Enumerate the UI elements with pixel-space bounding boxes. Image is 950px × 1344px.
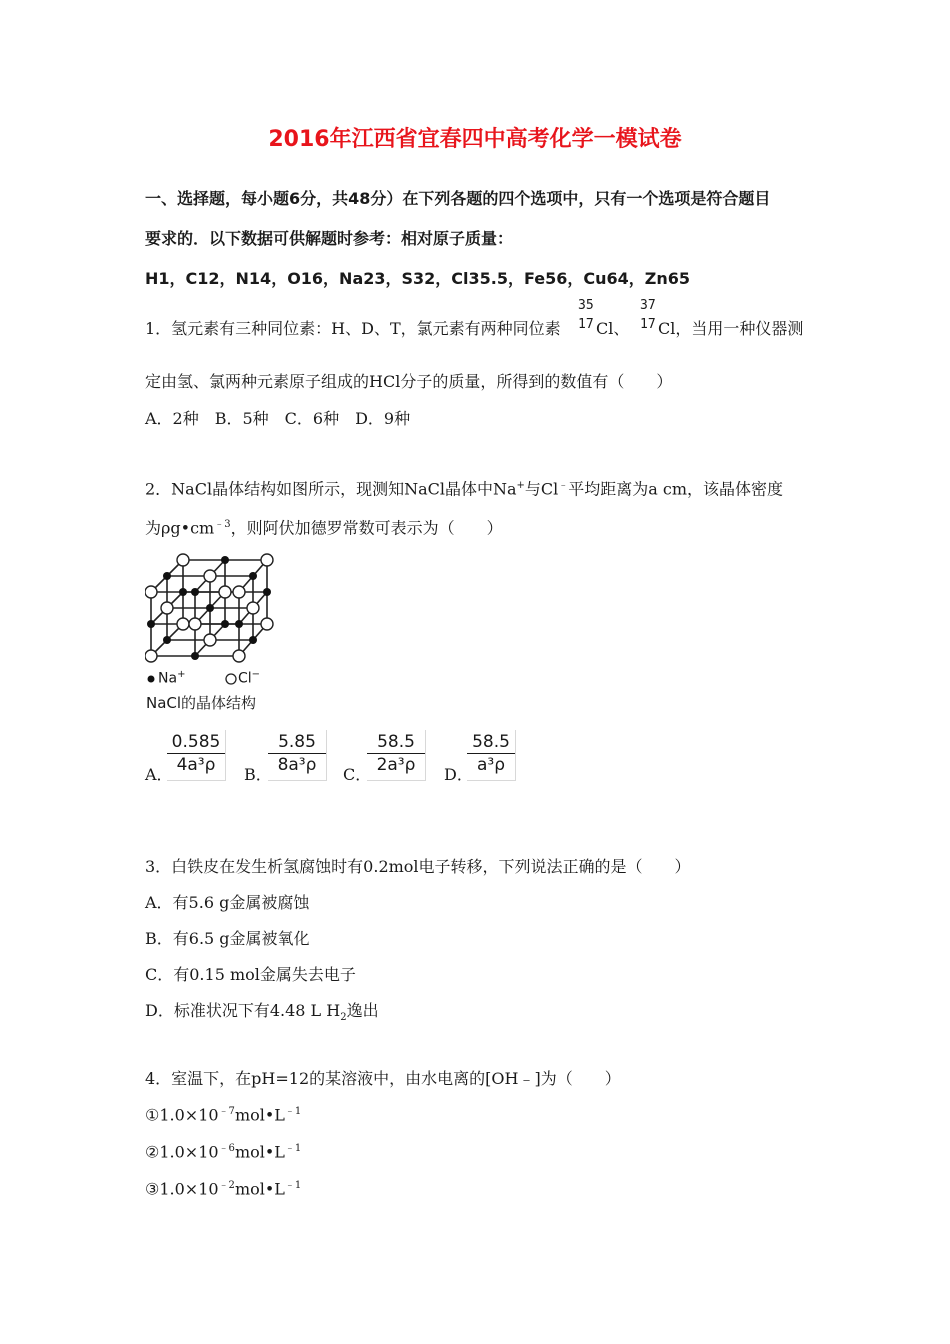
option-a-numerator: 0.585 [167, 732, 225, 754]
option-b-denominator: 8a³ρ [277, 755, 317, 775]
q4-option-1 [145, 1102, 301, 1124]
isotope-cl37-mass: 37 [640, 298, 656, 313]
q3-option-b: B．有6.5 g金属被氧化 [145, 929, 310, 948]
q4-option-text: ③1.0×10 [145, 1179, 219, 1199]
q3-option-a: A．有5.6 g金属被腐蚀 [145, 893, 310, 912]
q3-stem: 3．白铁皮在发生析氢腐蚀时有0.2mol电子转移，下列说法正确的是（ ） [145, 857, 691, 876]
q4-option-3 [145, 1176, 301, 1198]
isotope-cl35-mass: 35 [578, 298, 594, 313]
q2-option-c-label: C． [343, 765, 372, 784]
q2-text: ，则阿伏加德罗常数可表示为（ ） [230, 518, 503, 538]
figure-caption: NaCl的晶体结构 [146, 694, 257, 712]
q4-option-text: mol•L [234, 1105, 285, 1125]
exponent: ﹣6 [218, 1143, 235, 1154]
q2-text: 与Cl [524, 479, 559, 499]
q2-option-a-label: A． [145, 765, 173, 784]
option-c-denominator: 2a³ρ [376, 755, 416, 775]
isotope-cl35-symbol: Cl、 [596, 319, 630, 338]
q1-stem-part1: 1．氢元素有三种同位素：H、D、T，氯元素有两种同位素 [145, 319, 561, 338]
option-a-denominator: 4a³ρ [176, 755, 216, 775]
option-c-fraction [367, 732, 425, 775]
q2-text: 为ρg•cm [145, 518, 215, 538]
q3-option-d [145, 998, 379, 1023]
na-charge: + [516, 480, 525, 491]
exponent: ﹣1 [284, 1106, 302, 1117]
cl-charge: ﹣ [558, 480, 569, 491]
exponent: ﹣2 [218, 1180, 235, 1191]
option-b-fraction [268, 732, 326, 775]
legend-cl-label: Cl [238, 670, 252, 687]
legend-cl [238, 669, 260, 687]
isotope-cl35-z: 17 [578, 317, 594, 332]
q4-option-text: ①1.0×10 [145, 1105, 219, 1125]
legend-cl-charge: − [251, 669, 261, 680]
q2-text: 2．NaCl晶体结构如图所示，现测知NaCl晶体中Na [145, 479, 517, 499]
option-d-denominator: a³ρ [476, 755, 506, 775]
option-d-fraction [467, 732, 515, 775]
unit-exponent: ﹣3 [214, 519, 231, 530]
q4-stem: 4．室温下，在pH=12的某溶液中，由水电离的[OH﹣]为（ ） [145, 1069, 621, 1088]
isotope-cl37-symbol: Cl，当用一种仪器测 [658, 319, 804, 338]
section-header-line1: 一、选择题，每小题6分，共48分）在下列各题的四个选项中，只有一个选项是符合题目 [145, 189, 771, 208]
option-a-fraction [167, 732, 225, 775]
legend-na-charge: + [177, 669, 186, 680]
q4-option-text: mol•L [234, 1179, 285, 1199]
q4-option-text: mol•L [234, 1142, 285, 1162]
option-d-numerator: 58.5 [467, 732, 515, 754]
option-c-numerator: 58.5 [367, 732, 425, 754]
q4-option-2 [145, 1139, 301, 1161]
h2-subscript: 2 [340, 1012, 347, 1024]
legend-na [158, 669, 185, 687]
legend-na-label: Na [158, 670, 178, 687]
q3-option-c: C．有0.15 mol金属失去电子 [145, 965, 356, 984]
q3-option-d-text: D．标准状况下有4.48 L H [145, 1001, 341, 1020]
option-b-numerator: 5.85 [268, 732, 326, 754]
q2-option-d-label: D． [444, 765, 473, 784]
q2-text: 平均距离为a cm，该晶体密度 [568, 479, 784, 499]
q2-option-b-label: B． [244, 765, 272, 784]
q2-stem-line2 [145, 515, 503, 538]
q4-option-text: ②1.0×10 [145, 1142, 219, 1162]
exponent: ﹣1 [284, 1180, 302, 1191]
q1-options: A．2种 B．5种 C．6种 D．9种 [145, 409, 411, 428]
q2-stem-line1 [145, 476, 783, 499]
q3-option-d-text: 逸出 [346, 1001, 379, 1020]
page-title: 2016年江西省宜春四中高考化学一模试卷 [268, 127, 682, 152]
exponent: ﹣1 [284, 1143, 302, 1154]
q1-stem-part2: 定由氢、氯两种元素原子组成的HCl分子的质量，所得到的数值有（ ） [145, 372, 673, 391]
section-header-line2: 要求的．以下数据可供解题时参考：相对原子质量： [145, 229, 514, 248]
isotope-cl37-z: 17 [640, 317, 656, 332]
exponent: ﹣7 [218, 1106, 235, 1117]
atomic-mass-list: H1，C12，N14，O16，Na23，S32，Cl35.5，Fe56，Cu64，Zn65 [145, 269, 691, 288]
